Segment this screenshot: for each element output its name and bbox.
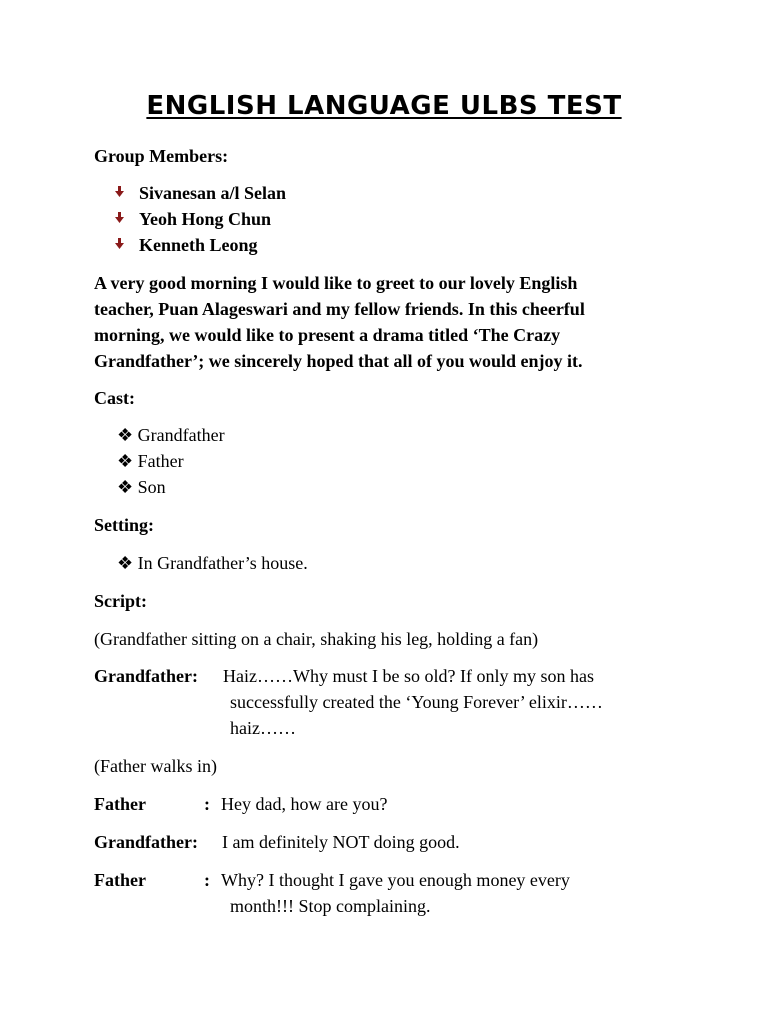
setting-label: Setting: [94,515,154,535]
dialogue-line: I am definitely NOT doing good. [222,832,460,852]
cast-item [117,474,166,500]
speaker-label: Father [94,794,146,814]
speaker-label: Father [94,870,146,890]
dialogue-line: Why? I thought I gave you enough money every [221,870,570,890]
speaker-colon: : [204,870,210,890]
intro-line: morning, we would like to present a drama titled ‘The Crazy [94,325,561,345]
cast-name: Grandfather [137,425,225,445]
speaker-label: Grandfather: [94,832,198,852]
cast-item [117,422,225,448]
member-item: Kenneth Leong [139,235,258,255]
setting-text: In Grandfather’s house. [137,553,308,573]
member-item: Sivanesan a/l Selan [139,183,287,203]
intro-line: Grandfather’; we sincerely hoped that all of you would enjoy it. [94,351,583,371]
dialogue-line: Haiz……Why must I be so old? If only my son has [223,666,594,686]
setting-item [117,550,308,576]
cast-name: Father [137,451,184,471]
document-title: ENGLISH LANGUAGE ULBS TEST [146,91,622,121]
intro-line: A very good morning I would like to greet to our lovely English [94,273,578,293]
stage-direction: (Father walks in) [94,756,217,776]
arrow-bullet-icon [115,238,124,249]
cast-item [117,448,184,474]
arrow-bullet-icon [115,186,124,197]
diamond-bullet-icon: ❖ [117,553,134,573]
script-label: Script: [94,591,147,611]
diamond-bullet-icon: ❖ [117,425,134,445]
stage-direction: (Grandfather sitting on a chair, shaking his leg, holding a fan) [94,629,539,649]
cast-name: Son [137,477,166,497]
dialogue-line: haiz…… [230,718,296,738]
dialogue-line: month!!! Stop complaining. [230,896,431,916]
speaker-label: Grandfather: [94,666,198,686]
member-item: Yeoh Hong Chun [139,209,272,229]
arrow-bullet-icon [115,212,124,223]
intro-paragraph [94,270,684,374]
cast-label: Cast: [94,388,135,408]
diamond-bullet-icon: ❖ [117,477,134,497]
intro-line: teacher, Puan Alageswari and my fellow friends. In this cheerful [94,299,585,319]
diamond-bullet-icon: ❖ [117,451,134,471]
group-members-label: Group Members: [94,146,229,166]
dialogue-line: Hey dad, how are you? [221,794,388,814]
dialogue-line: successfully created the ‘Young Forever’ elixir…… [230,692,603,712]
speaker-colon: : [204,794,210,814]
